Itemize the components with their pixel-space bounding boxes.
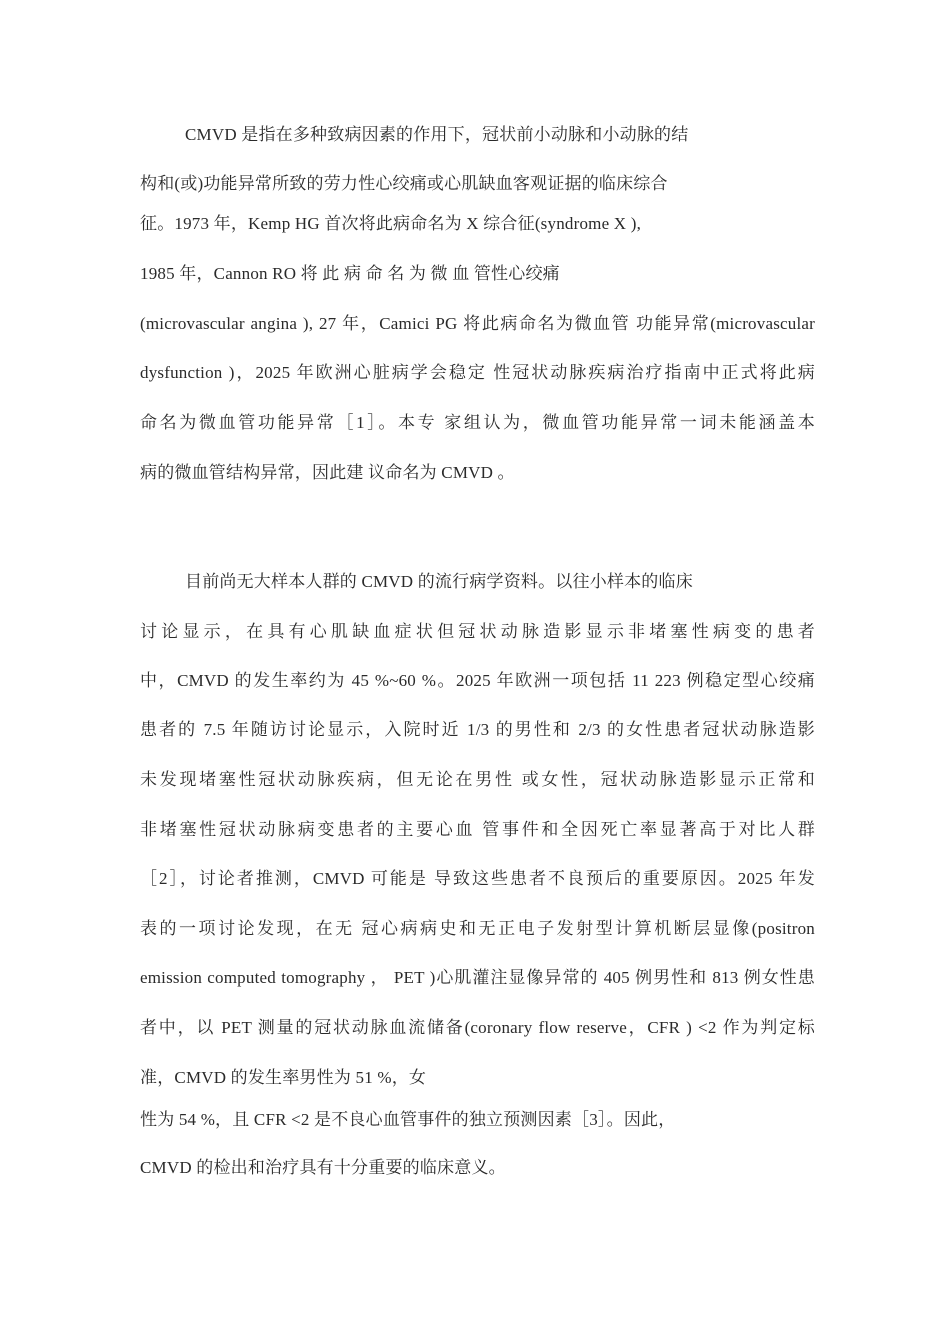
paragraph-2-line: 讨论显示，在具有心肌缺血症状但冠状动脉造影显示非堵塞性病变的患者 xyxy=(140,622,815,641)
paragraph-1-line: dysfunction )，2025 年欧洲心脏病学会稳定 性冠状动脉疾病治疗指南中正式将此病 xyxy=(140,363,815,382)
paragraph-2-line: 目前尚无大样本人群的 CMVD 的流行病学资料。以往小样本的临床 xyxy=(185,572,693,591)
paragraph-2-line: emission computed tomography ， PET )心肌灌注显像异常的 405 例男性和 813 例女性患 xyxy=(140,968,815,987)
paragraph-2-line: 未发现堵塞性冠状动脉疾病，但无论在男性 或女性，冠状动脉造影显示正常和 xyxy=(140,770,815,789)
paragraph-2-line: CMVD 的检出和治疗具有十分重要的临床意义。 xyxy=(140,1158,506,1177)
paragraph-1-line: 征。1973 年，Kemp HG 首次将此病命名为 X 综合征(syndrome X ), xyxy=(140,214,642,233)
paragraph-1-line: 病的微血管结构异常，因此建 议命名为 CMVD 。 xyxy=(140,463,515,482)
paragraph-2-line: 准，CMVD 的发生率男性为 51 %，女 xyxy=(140,1068,427,1087)
paragraph-2-line: 表的一项讨论发现，在无 冠心病病史和无正电子发射型计算机断层显像(positron xyxy=(140,919,815,938)
paragraph-1-line: CMVD 是指在多种致病因素的作用下，冠状前小动脉和小动脉的结 xyxy=(185,125,689,144)
paragraph-2-line: ［2］，讨论者推测，CMVD 可能是 导致这些患者不良预后的重要原因。2025 年发 xyxy=(140,869,815,888)
paragraph-1-line: 1985 年，Cannon RO 将 此 病 命 名 为 微 血 管性心绞痛 xyxy=(140,264,560,283)
paragraph-1-line: 构和(或)功能异常所致的劳力性心绞痛或心肌缺血客观证据的临床综合 xyxy=(140,174,668,193)
paragraph-2-line: 非堵塞性冠状动脉病变患者的主要心血 管事件和全因死亡率显著高于对比人群 xyxy=(140,820,815,839)
paragraph-2-line: 性为 54 %，且 CFR <2 是不良心血管事件的独立预测因素［3］。因此， xyxy=(140,1110,676,1129)
paragraph-1-line: (microvascular angina ), 27 年，Camici PG 将此病命名为微血管 功能异常(microvascular xyxy=(140,314,815,333)
paragraph-2-line: 中，CMVD 的发生率约为 45 %~60 %。2025 年欧洲一项包括 11 223 例稳定型心绞痛 xyxy=(140,671,815,690)
paragraph-2-line: 患者的 7.5 年随访讨论显示，入院时近 1/3 的男性和 2/3 的女性患者冠状动脉造影 xyxy=(140,720,815,739)
paragraph-1-line: 命名为微血管功能异常［1］。本专 家组认为，微血管功能异常一词未能涵盖本 xyxy=(140,413,815,432)
paragraph-2-line: 者中，以 PET 测量的冠状动脉血流储备(coronary flow reserve，CFR ) <2 作为判定标 xyxy=(140,1018,815,1037)
